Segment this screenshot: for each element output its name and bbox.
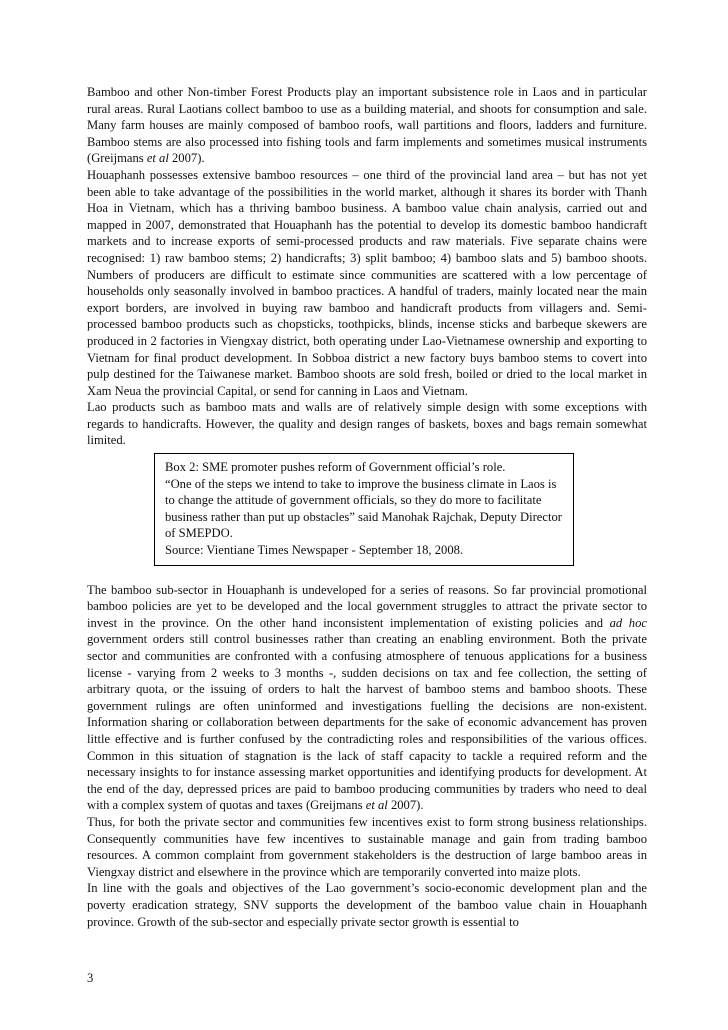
- top-paragraphs: [87, 84, 647, 449]
- top-paragraph-1: [87, 84, 647, 167]
- quote-box: [154, 453, 574, 566]
- italic-text: et al: [146, 151, 169, 166]
- top-paragraph-3: [87, 399, 647, 449]
- box-title: Box 2: SME promoter pushes reform of Government official’s role.: [165, 460, 506, 475]
- spacer: [87, 566, 647, 582]
- bottom-paragraphs: [87, 582, 647, 930]
- paragraph-text: The bamboo sub-sector in Houaphanh is undeveloped for a series of reasons. So far provincial promotional bamboo policies are yet to be developed and the local government struggles to attract the private sector to invest in the province. On the other hand inconsistent implementation of existing policies and: [87, 582, 647, 630]
- italic-text: et al: [365, 798, 388, 813]
- paragraph-text: Thus, for both the private sector and communities few incentives exist to form strong business relationships. Consequently communities have few incentives to sustainable manage and gain from trading bamboo resources. A common complaint from government stakeholders is the destruction of large bamboo areas in Viengxay district and elsewhere in the province which are temporarily converted into maize plots.: [87, 814, 647, 879]
- paragraph-text: In line with the goals and objectives of the Lao government’s socio-economic development plan and the poverty eradication strategy, SNV supports the development of the bamboo value chain in Houaphanh province. Growth of the sub-sector and especially private sector growth is essential to: [87, 881, 647, 929]
- bottom-paragraph-1: [87, 582, 647, 814]
- paragraph-text: Bamboo and other Non-timber Forest Products play an important subsistence role in Laos and in particular rural areas. Rural Laotians collect bamboo to use as a building material, and shoots for consumption and sale. Many farm houses are mainly composed of bamboo roofs, wall partitions and floors, ladders and furniture. Bamboo stems are also processed into fishing tools and farm implements and sometimes musical instruments (Greijmans: [87, 85, 647, 166]
- paragraph-text: 2007).: [387, 798, 424, 813]
- document-body: [87, 84, 647, 930]
- paragraph-text: Lao products such as bamboo mats and walls are of relatively simple design with some exceptions with regards to handicrafts. However, the quality and design ranges of baskets, boxes and bags remain somewhat limited.: [87, 400, 647, 448]
- box-source: Source: Vientiane Times Newspaper - September 18, 2008.: [165, 543, 464, 558]
- italic-text: ad hoc: [609, 615, 647, 630]
- page-number: 3: [87, 971, 94, 985]
- top-paragraph-2: [87, 167, 647, 399]
- paragraph-text: government orders still control businesses rather than creating an enabling environment. Both the private sector and communities are confronted with a confusing atmosphere of tenuous applications for a business license - varying from 2 weeks to 3 months -, sudden decisions on tax and fee collection, the setting of arbitrary quota, or the issuing of orders to halt the harvest of bamboo stems and bamboo shoots. These government rulings are often uninformed and investigations fuelling the decisions are non-existent. Information sharing or collaboration between departments for the sake of economic advancement has proven little effective and is further confused by the contradicting roles and responsibilities of the various offices. Common in this situation of stagnation is the lack of staff capacity to tackle a required reform and the necessary insights to for instance assessing market opportunities and identifying products for development. At the end of the day, depressed prices are paid to bamboo producing communities by traders who need to deal with a complex system of quotas and taxes (Greijmans: [87, 632, 647, 813]
- paragraph-text: 2007).: [168, 151, 205, 166]
- box-quote: “One of the steps we intend to take to improve the business climate in Laos is to change the attitude of government officials, so they do more to facilitate business rather than put up obstacles” said Manohak Rajchak, Deputy Director of SMEPDO.: [165, 476, 562, 541]
- bottom-paragraph-2: [87, 814, 647, 880]
- paragraph-text: Houaphanh possesses extensive bamboo resources – one third of the provincial land area – but has not yet been able to take advantage of the possibilities in the world market, although it shares its border with Thanh Hoa in Vietnam, which has a thriving bamboo business. A bamboo value chain analysis, carried out and mapped in 2007, demonstrated that Houaphanh has the potential to develop its domestic bamboo handicraft markets and to increase exports of semi-processed products and raw materials. Five separate chains were recognised: 1) raw bamboo stems; 2) handicrafts; 3) split bamboo; 4) bamboo slats and 5) bamboo shoots. Numbers of producers are difficult to estimate since communities are scattered with a low percentage of households only seasonally involved in bamboo practices. A handful of traders, mainly located near the main export borders, are involved in buying raw bamboo and handicraft products from villagers and. Semi-processed bamboo products such as chopsticks, toothpicks, blinds, incense sticks and barbeque skewers are produced in 2 factories in Viengxay district, both operating under Lao-Vietnamese ownership and exporting to Vietnam for final product development. In Sobboa district a new factory buys bamboo stems to covert into pulp destined for the Taiwanese market. Bamboo shoots are sold fresh, boiled or dried to the local market in Xam Neua the provincial Capital, or send for canning in Laos and Vietnam.: [87, 167, 647, 398]
- bottom-paragraph-3: [87, 880, 647, 930]
